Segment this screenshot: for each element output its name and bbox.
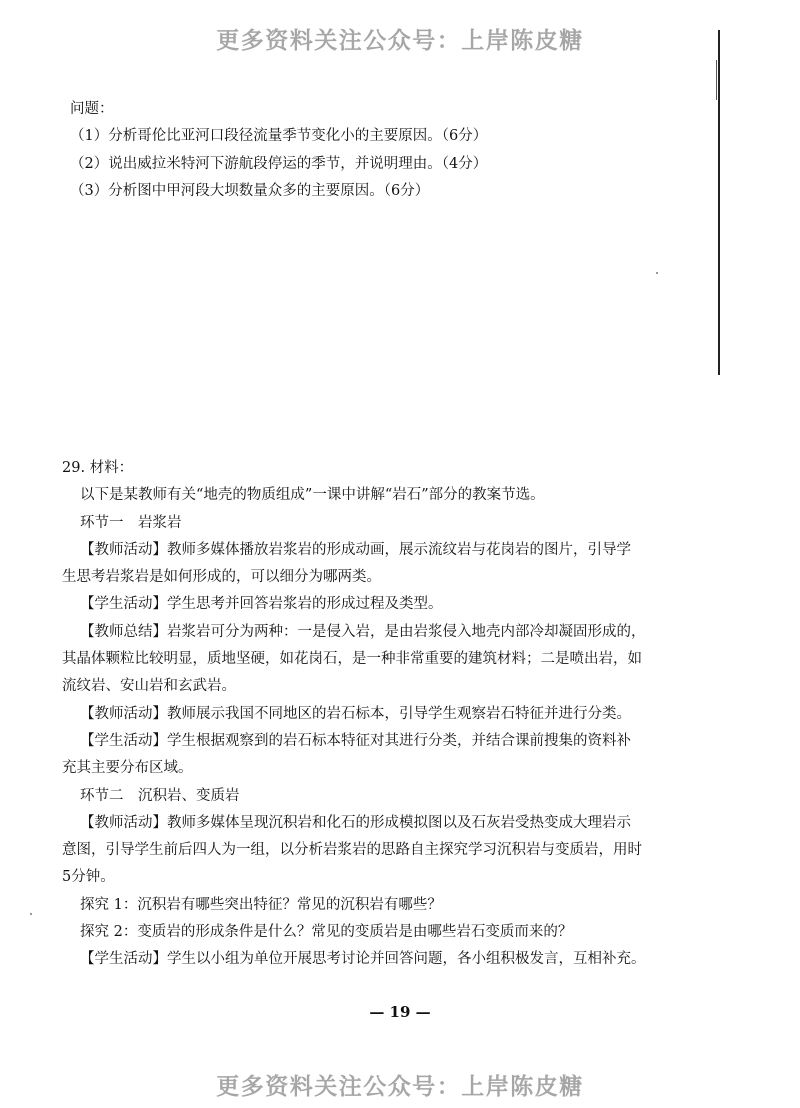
scan-edge-mark	[716, 60, 717, 100]
q29-line: 探究 1：沉积岩有哪些突出特征？常见的沉积岩有哪些？	[80, 896, 442, 913]
questions-title: 问题：	[70, 101, 114, 117]
q29-line: 流纹岩、安山岩和玄武岩。	[62, 678, 236, 695]
q29-line: 【教师活动】教师多媒体呈现沉积岩和化石的形成模拟图以及石灰岩受热变成大理岩示	[80, 814, 631, 831]
q29-line: 生思考岩浆岩是如何形成的，可以细分为哪两类。	[62, 569, 381, 586]
question-item: （1）分析哥伦比亚河口段径流量季节变化小的主要原因。（6分）	[70, 128, 488, 145]
question-item: （3）分析图中甲河段大坝数量众多的主要原因。（6分）	[70, 182, 430, 199]
q29-line: 探究 2：变质岩的形成条件是什么？常见的变质岩是由哪些岩石变质而来的？	[80, 924, 573, 941]
scan-speck	[656, 272, 658, 274]
question-29-block	[62, 455, 662, 974]
q29-line: 【学生活动】学生以小组为单位开展思考讨论并回答问题，各小组积极发言，互相补充。	[80, 951, 646, 968]
q29-line: 其晶体颗粒比较明显，质地坚硬，如花岗石，是一种非常重要的建筑材料；二是喷出岩，如	[62, 651, 642, 668]
q29-section-heading: 环节二 沉积岩、变质岩	[80, 787, 240, 804]
q29-line: 5分钟。	[62, 869, 115, 886]
q29-section-heading: 环节一 岩浆岩	[80, 514, 182, 531]
scan-edge-line	[718, 30, 720, 375]
q29-line: 充其主要分布区域。	[62, 760, 193, 777]
scan-speck	[30, 913, 32, 915]
q29-heading: 29. 材料：	[62, 460, 134, 476]
q29-line: 【教师活动】教师多媒体播放岩浆岩的形成动画，展示流纹岩与花岗岩的图片，引导学	[80, 541, 631, 558]
q29-line: 意图，引导学生前后四人为一组，以分析岩浆岩的思路自主探究学习沉积岩与变质岩，用时	[62, 842, 642, 859]
q29-line: 【教师总结】岩浆岩可分为两种：一是侵入岩，是由岩浆侵入地壳内部冷却凝固形成的，	[80, 623, 646, 640]
q29-line: 【学生活动】学生思考并回答岩浆岩的形成过程及类型。	[80, 596, 443, 613]
page-number: — 19 —	[369, 1003, 431, 1021]
q29-line: 【学生活动】学生根据观察到的岩石标本特征对其进行分类，并结合课前搜集的资料补	[80, 732, 631, 749]
q29-line: 【教师活动】教师展示我国不同地区的岩石标本，引导学生观察岩石特征并进行分类。	[80, 705, 631, 722]
question-item: （2）说出威拉米特河下游航段停运的季节，并说明理由。（4分）	[70, 155, 488, 172]
watermark-top: 更多资料关注公众号：上岸陈皮糖	[216, 28, 584, 54]
q29-line: 以下是某教师有关“地壳的物质组成”一课中讲解“岩石”部分的教案节选。	[80, 487, 545, 504]
questions-block	[70, 96, 690, 205]
watermark-bottom: 更多资料关注公众号：上岸陈皮糖	[216, 1074, 584, 1100]
